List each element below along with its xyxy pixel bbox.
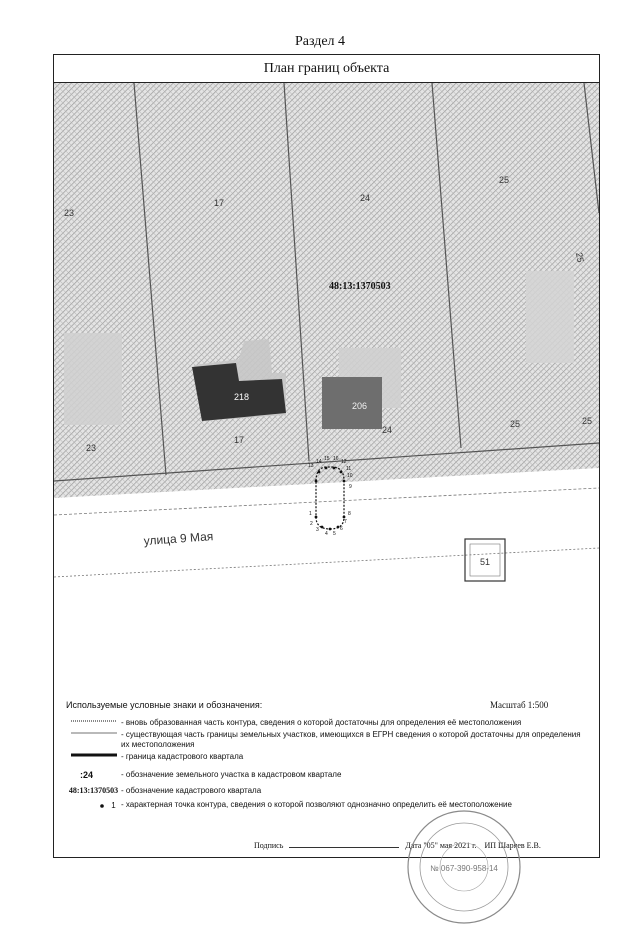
point-label: 12 (341, 459, 347, 465)
legend-text: - обозначение земельного участка в кадастровом квартале (121, 770, 342, 779)
signature-date: Дата "05" мая 2021 г. (405, 841, 477, 850)
signature-label: Подпись (254, 841, 284, 850)
parcel-label: 25 (574, 251, 586, 264)
existing-boundary-symbol (66, 730, 121, 736)
legend-row (66, 730, 586, 750)
point-label: 11 (346, 466, 352, 472)
parcel-label: 24 (382, 425, 393, 435)
street-label: улица 9 Мая (143, 529, 214, 548)
parcel-label: 23 (64, 208, 75, 218)
building-left (64, 333, 122, 425)
parcel-label: 23 (86, 443, 97, 453)
point-symbol (66, 800, 121, 810)
point-label: 8 (348, 511, 351, 517)
building-right (526, 271, 574, 363)
legend-row (66, 752, 586, 762)
legend-text: - обозначение кадастрового квартала (121, 786, 262, 795)
signature-author: ИП Шаряев Е.В. (484, 841, 541, 850)
parcel-symbol: :24 (80, 770, 94, 780)
point-label: 14 (316, 459, 322, 465)
quarter-boundary-symbol (66, 752, 121, 758)
legend-text: - существующая часть границы земельных участков, имеющихся в ЕГРН сведения о которой достаточны для определения их местоположения (121, 730, 581, 749)
point-label: 3 (316, 527, 319, 533)
point-label: 5 (333, 531, 336, 537)
parcel-label: 25 (510, 419, 521, 429)
section-heading: Раздел 4 (294, 34, 346, 49)
legend-row (66, 786, 586, 796)
legend-row (66, 770, 586, 780)
point-label: 4 (325, 531, 328, 537)
parcel-label: 24 (360, 193, 371, 203)
legend-text: - характерная точка контура, сведения о которой позволяют однозначно определить её местоположение (121, 800, 512, 809)
point-symbol-label: 1 (111, 800, 116, 810)
stamp (404, 807, 524, 927)
point-label: 15 (324, 456, 330, 462)
cadastral-map (54, 83, 599, 643)
parcel-label: 25 (582, 416, 593, 426)
legend-text: - вновь образованная часть контура, сведения о которой достаточны для определения её местоположения (121, 718, 522, 727)
quarter-symbol: 48:13:1370503 (68, 786, 119, 795)
new-contour-symbol (66, 718, 121, 724)
point-label: 16 (333, 456, 339, 462)
parcel-label: 25 (499, 175, 510, 185)
stamp-number: № 067-390-958-14 (430, 864, 498, 873)
quarter-label: 48:13:1370503 (329, 281, 391, 292)
legend-text: - граница кадастрового квартала (121, 752, 244, 761)
signature-field (289, 847, 399, 848)
building-label: 51 (480, 557, 491, 567)
point-label: 1 (309, 511, 312, 517)
point-label: 10 (347, 473, 353, 479)
building-label: 206 (352, 401, 368, 411)
parcel-label: 17 (234, 435, 245, 445)
legend-row (66, 718, 586, 728)
point-label: 6 (340, 526, 343, 532)
document-frame (53, 54, 600, 873)
page-title: План границ объекта (54, 55, 599, 83)
point-label: 13 (308, 463, 314, 469)
point-label: 9 (349, 484, 352, 490)
point-label: 2 (310, 521, 313, 527)
building-label: 218 (234, 392, 250, 402)
legend-title: Используемые условные знаки и обозначения: (66, 700, 263, 710)
map-scale: Масштаб 1:500 (490, 700, 549, 710)
point-label: 7 (344, 519, 347, 525)
parcel-label: 17 (214, 198, 225, 208)
